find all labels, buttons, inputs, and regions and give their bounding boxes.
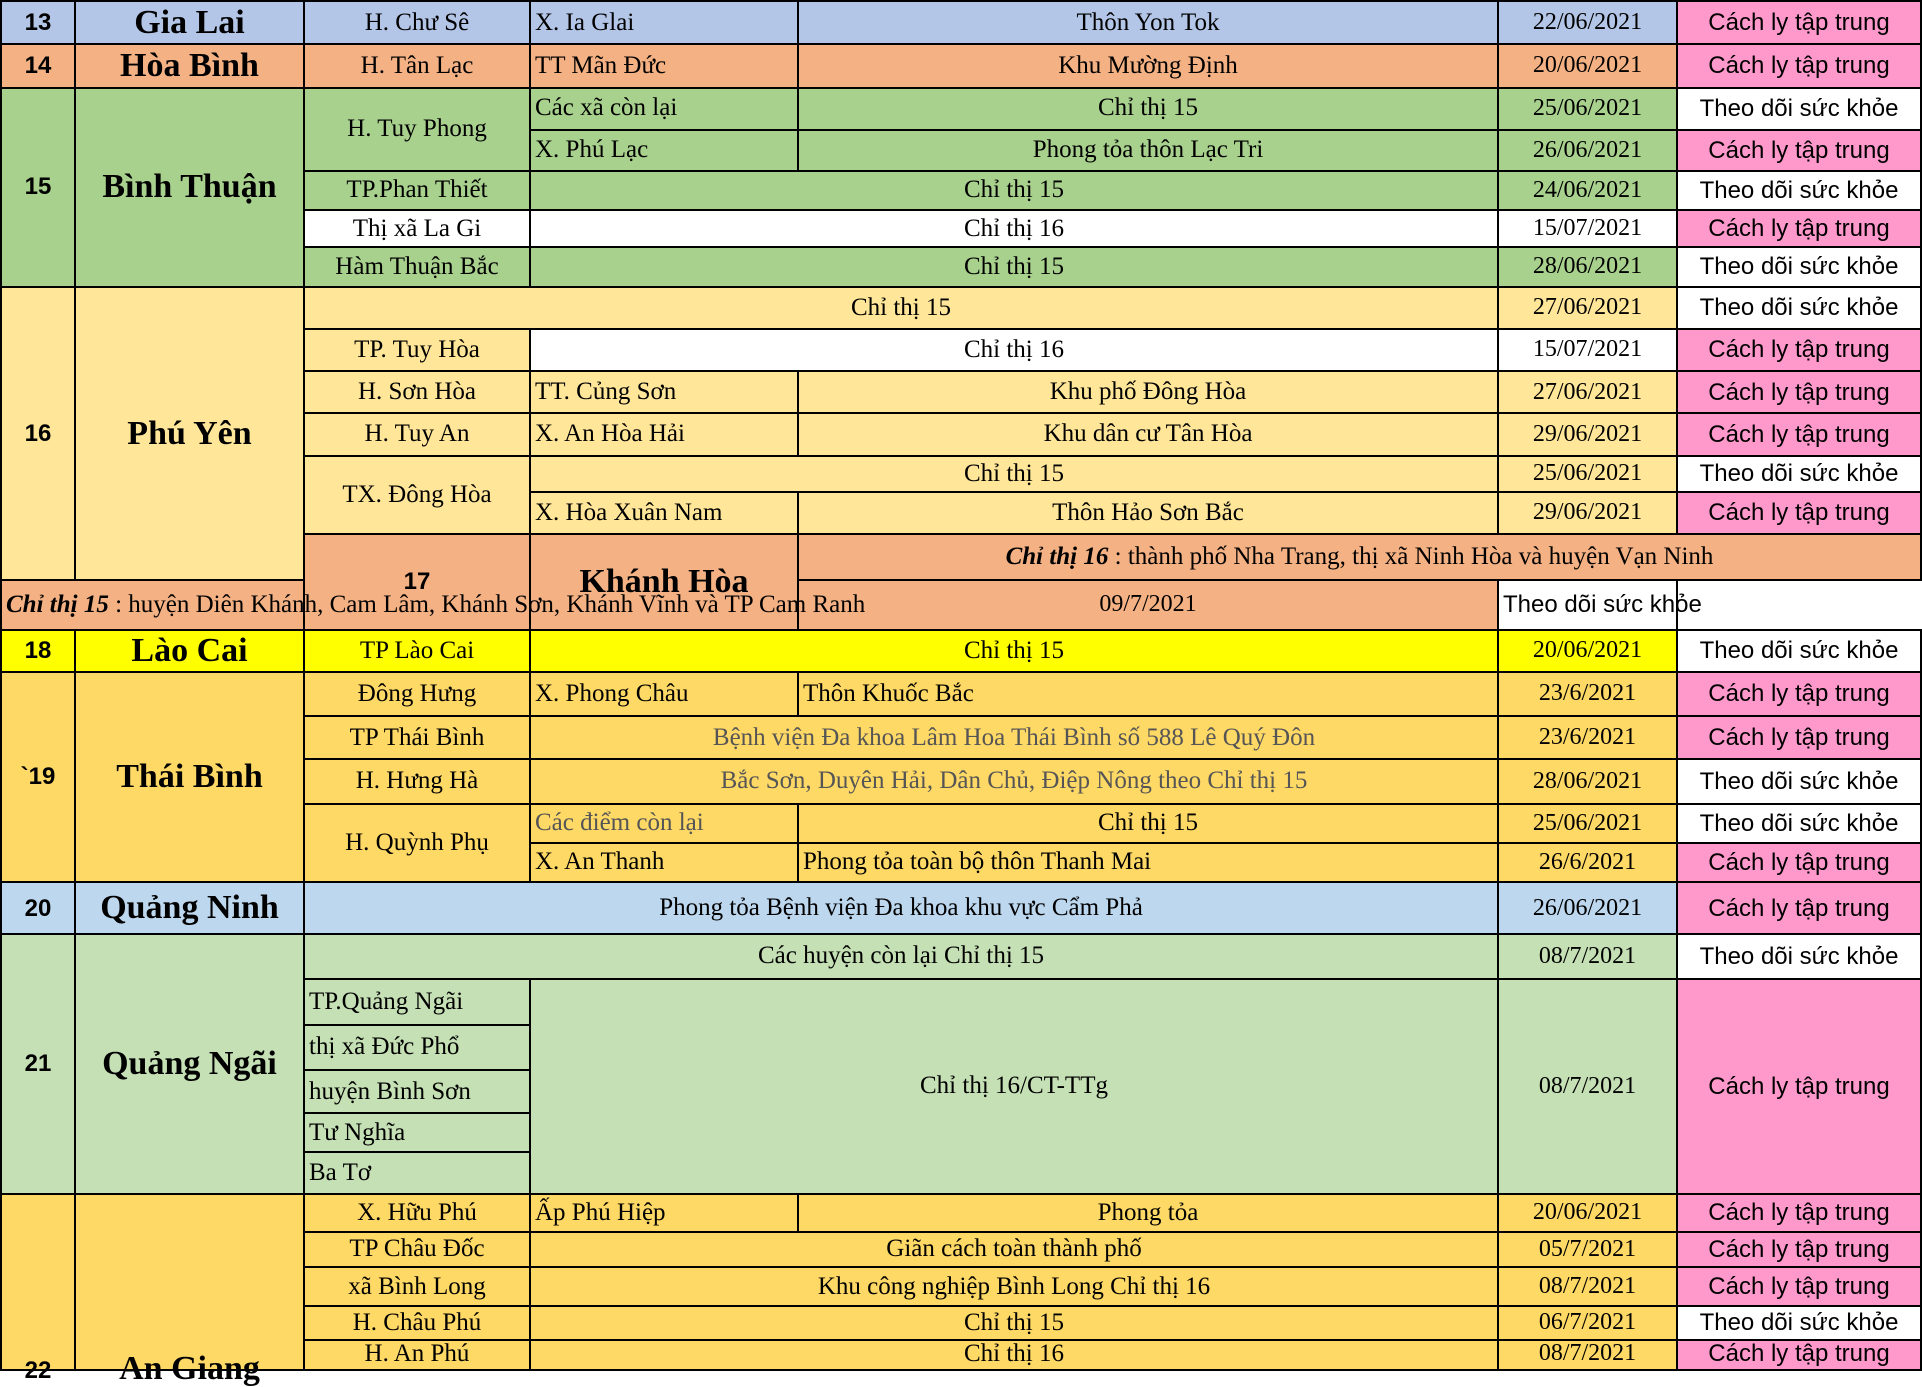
detail-cell: Phong tỏa thôn Lạc Tri	[798, 130, 1498, 171]
detail-cell: Chỉ thị 15	[530, 1306, 1498, 1339]
date-cell: 27/06/2021	[1498, 287, 1677, 329]
province-name: Lào Cai	[75, 630, 304, 672]
detail-cell: Khu công nghiệp Bình Long Chỉ thị 16	[530, 1267, 1498, 1306]
detail-cell: Phong tỏa	[798, 1194, 1498, 1232]
table-row	[1, 88, 1921, 130]
action-cell: Cách ly tập trung	[1677, 1340, 1921, 1370]
action-cell: Theo dõi sức khỏe	[1677, 934, 1921, 978]
detail-cell: Chỉ thị 15	[530, 456, 1498, 492]
district-cell: TX. Đông Hòa	[304, 456, 530, 534]
date-cell: 20/06/2021	[1498, 1194, 1677, 1232]
action-cell: Theo dõi sức khỏe	[1677, 287, 1921, 329]
detail-cell: Chỉ thị 15	[530, 171, 1498, 210]
commune-cell: Các điểm còn lại	[530, 804, 798, 843]
date-cell: 29/06/2021	[1498, 413, 1677, 455]
province-name: Thái Bình	[75, 672, 304, 882]
detail-cell	[798, 534, 1921, 580]
district-cell: H. An Phú	[304, 1340, 530, 1370]
province-number-text: 22	[24, 1356, 52, 1384]
date-cell: 25/06/2021	[1498, 456, 1677, 492]
action-cell: Cách ly tập trung	[1677, 492, 1921, 534]
commune-cell: X. An Hòa Hải	[530, 413, 798, 455]
district-cell: thị xã Đức Phổ	[304, 1025, 530, 1070]
province-name: Quảng Ninh	[75, 882, 304, 934]
detail-cell: Khu phố Đông Hòa	[798, 371, 1498, 413]
table-row	[1, 882, 1921, 934]
action-cell: Theo dõi sức khỏe	[1677, 247, 1921, 286]
detail-cell: Chỉ thị 15	[304, 287, 1498, 329]
district-cell: H. Châu Phú	[304, 1306, 530, 1339]
action-cell: Cách ly tập trung	[1677, 329, 1921, 371]
date-cell: 08/7/2021	[1498, 934, 1677, 978]
district-cell: Đông Hưng	[304, 672, 530, 716]
date-cell: 08/7/2021	[1498, 979, 1677, 1194]
commune-cell: TT. Củng Sơn	[530, 371, 798, 413]
district-cell: xã Bình Long	[304, 1267, 530, 1306]
action-cell: Theo dõi sức khỏe	[1677, 759, 1921, 803]
detail-cell: Bệnh viện Đa khoa Lâm Hoa Thái Bình số 588 Lê Quý Đôn	[530, 716, 1498, 759]
action-cell: Cách ly tập trung	[1677, 882, 1921, 934]
province-name: Hòa Bình	[75, 44, 304, 87]
table-row	[1, 44, 1921, 87]
directive-label: Chỉ thị 16	[1005, 542, 1109, 570]
detail-cell: Khu Mường Định	[798, 44, 1498, 87]
action-cell: Theo dõi sức khỏe	[1677, 804, 1921, 843]
commune-cell: Ấp Phú Hiệp	[530, 1194, 798, 1232]
detail-cell: Giãn cách toàn thành phố	[530, 1232, 1498, 1267]
province-name: Bình Thuận	[75, 88, 304, 287]
detail-cell: Chỉ thị 16	[530, 1340, 1498, 1370]
date-cell: 25/06/2021	[1498, 804, 1677, 843]
date-cell: 09/7/2021	[798, 580, 1498, 629]
action-cell: Cách ly tập trung	[1677, 1, 1921, 44]
action-cell: Cách ly tập trung	[1677, 716, 1921, 759]
table-row	[1, 1194, 1921, 1232]
date-cell: 05/7/2021	[1498, 1232, 1677, 1267]
detail-cell: Chỉ thị 16	[530, 210, 1498, 247]
province-name: Gia Lai	[75, 1, 304, 44]
detail-cell: Chỉ thị 15	[530, 247, 1498, 286]
district-cell: TP Châu Đốc	[304, 1232, 530, 1267]
action-cell: Cách ly tập trung	[1677, 1267, 1921, 1306]
table-row	[1, 1, 1921, 44]
province-number: `19	[1, 672, 75, 882]
detail-cell: Chỉ thị 15	[798, 804, 1498, 843]
date-cell: 24/06/2021	[1498, 171, 1677, 210]
detail-cell: Bắc Sơn, Duyên Hải, Dân Chủ, Điệp Nông theo Chỉ thị 15	[530, 759, 1498, 803]
commune-cell: X. Ia Glai	[530, 1, 798, 44]
table-row	[1, 934, 1921, 978]
table-row	[1, 287, 1921, 329]
date-cell: 23/6/2021	[1498, 672, 1677, 716]
detail-cell: Thôn Khuốc Bắc	[798, 672, 1498, 716]
district-cell: H. Tân Lạc	[304, 44, 530, 87]
action-cell: Theo dõi sức khỏe	[1677, 630, 1921, 672]
action-cell: Cách ly tập trung	[1677, 843, 1921, 882]
date-cell: 22/06/2021	[1498, 1, 1677, 44]
province-number: 21	[1, 934, 75, 1193]
province-number: 14	[1, 44, 75, 87]
action-cell: Theo dõi sức khỏe	[1677, 1306, 1921, 1339]
action-cell: Cách ly tập trung	[1677, 1194, 1921, 1232]
date-cell: 26/06/2021	[1498, 130, 1677, 171]
province-name: Quảng Ngãi	[75, 934, 304, 1193]
district-cell: TP Lào Cai	[304, 630, 530, 672]
table-row	[1, 630, 1921, 672]
detail-text: : thành phố Nha Trang, thị xã Ninh Hòa và huyện Vạn Ninh	[1108, 542, 1714, 570]
district-cell: Hàm Thuận Bắc	[304, 247, 530, 286]
date-cell: 08/7/2021	[1498, 1340, 1677, 1370]
province-number: 13	[1, 1, 75, 44]
province-name: Phú Yên	[75, 287, 304, 581]
action-cell: Cách ly tập trung	[1677, 130, 1921, 171]
detail-cell: Chỉ thị 15	[798, 88, 1498, 130]
commune-cell: X. Phú Lạc	[530, 130, 798, 171]
district-cell: Tư Nghĩa	[304, 1113, 530, 1152]
date-cell: 28/06/2021	[1498, 247, 1677, 286]
date-cell: 29/06/2021	[1498, 492, 1677, 534]
detail-text: : huyện Diên Khánh, Cam Lâm, Khánh Sơn, Khánh Vĩnh và TP Cam Ranh	[108, 590, 866, 618]
province-number: 15	[1, 88, 75, 287]
district-cell: H. Sơn Hòa	[304, 371, 530, 413]
action-cell: Cách ly tập trung	[1677, 371, 1921, 413]
action-cell: Theo dõi sức khỏe	[1677, 456, 1921, 492]
district-cell: H. Tuy An	[304, 413, 530, 455]
date-cell: 15/07/2021	[1498, 210, 1677, 247]
detail-cell: Chỉ thị 15	[530, 630, 1498, 672]
date-cell: 28/06/2021	[1498, 759, 1677, 803]
date-cell: 06/7/2021	[1498, 1306, 1677, 1339]
province-name-text: An Giang	[119, 1350, 260, 1387]
detail-cell: Phong tỏa Bệnh viện Đa khoa khu vực Cẩm Phả	[304, 882, 1498, 934]
date-cell: 20/06/2021	[1498, 44, 1677, 87]
table-row	[1, 580, 1921, 629]
date-cell: 26/06/2021	[1498, 882, 1677, 934]
action-cell: Cách ly tập trung	[1677, 1232, 1921, 1267]
province-number: 17	[304, 534, 530, 630]
province-name	[75, 1194, 304, 1387]
action-cell: Cách ly tập trung	[1677, 44, 1921, 87]
action-cell: Theo dõi sức khỏe	[1677, 88, 1921, 130]
commune-cell: X. An Thanh	[530, 843, 798, 882]
date-cell: 27/06/2021	[1498, 371, 1677, 413]
district-cell: TP. Tuy Hòa	[304, 329, 530, 371]
commune-cell: X. Hòa Xuân Nam	[530, 492, 798, 534]
province-number	[1, 1194, 75, 1384]
action-cell: Theo dõi sức khỏe	[1677, 171, 1921, 210]
detail-cell: Thôn Hảo Sơn Bắc	[798, 492, 1498, 534]
district-cell: H. Tuy Phong	[304, 88, 530, 171]
detail-cell: Chỉ thị 16/CT-TTg	[530, 979, 1498, 1194]
detail-cell: Các huyện còn lại Chỉ thị 15	[304, 934, 1498, 978]
table-row	[1, 672, 1921, 716]
date-cell: 25/06/2021	[1498, 88, 1677, 130]
action-cell: Theo dõi sức khỏe	[1498, 580, 1677, 629]
detail-cell: Phong tỏa toàn bộ thôn Thanh Mai	[798, 843, 1498, 882]
date-cell: 20/06/2021	[1498, 630, 1677, 672]
detail-cell: Khu dân cư Tân Hòa	[798, 413, 1498, 455]
district-cell: TP.Phan Thiết	[304, 171, 530, 210]
province-number: 20	[1, 882, 75, 934]
action-cell: Cách ly tập trung	[1677, 979, 1921, 1194]
district-cell: Thị xã La Gi	[304, 210, 530, 247]
district-cell: H. Chư Sê	[304, 1, 530, 44]
date-cell: 26/6/2021	[1498, 843, 1677, 882]
district-cell: Ba Tơ	[304, 1152, 530, 1193]
action-cell: Cách ly tập trung	[1677, 210, 1921, 247]
district-cell: huyện Bình Sơn	[304, 1070, 530, 1113]
commune-cell: TT Mãn Đức	[530, 44, 798, 87]
district-cell: TP.Quảng Ngãi	[304, 979, 530, 1025]
date-cell: 23/6/2021	[1498, 716, 1677, 759]
commune-cell: Các xã còn lại	[530, 88, 798, 130]
detail-cell: Chỉ thị 16	[530, 329, 1498, 371]
detail-cell: Thôn Yon Tok	[798, 1, 1498, 44]
district-cell: TP Thái Bình	[304, 716, 530, 759]
action-cell: Cách ly tập trung	[1677, 413, 1921, 455]
date-cell: 08/7/2021	[1498, 1267, 1677, 1306]
province-name: Khánh Hòa	[530, 534, 798, 630]
action-cell: Cách ly tập trung	[1677, 672, 1921, 716]
district-cell: X. Hữu Phú	[304, 1194, 530, 1232]
date-cell: 15/07/2021	[1498, 329, 1677, 371]
province-number: 16	[1, 287, 75, 581]
directive-label: Chỉ thị 15	[6, 590, 109, 618]
district-cell: H. Quỳnh Phụ	[304, 804, 530, 882]
district-cell: H. Hưng Hà	[304, 759, 530, 803]
commune-cell: X. Phong Châu	[530, 672, 798, 716]
province-number: 18	[1, 630, 75, 672]
